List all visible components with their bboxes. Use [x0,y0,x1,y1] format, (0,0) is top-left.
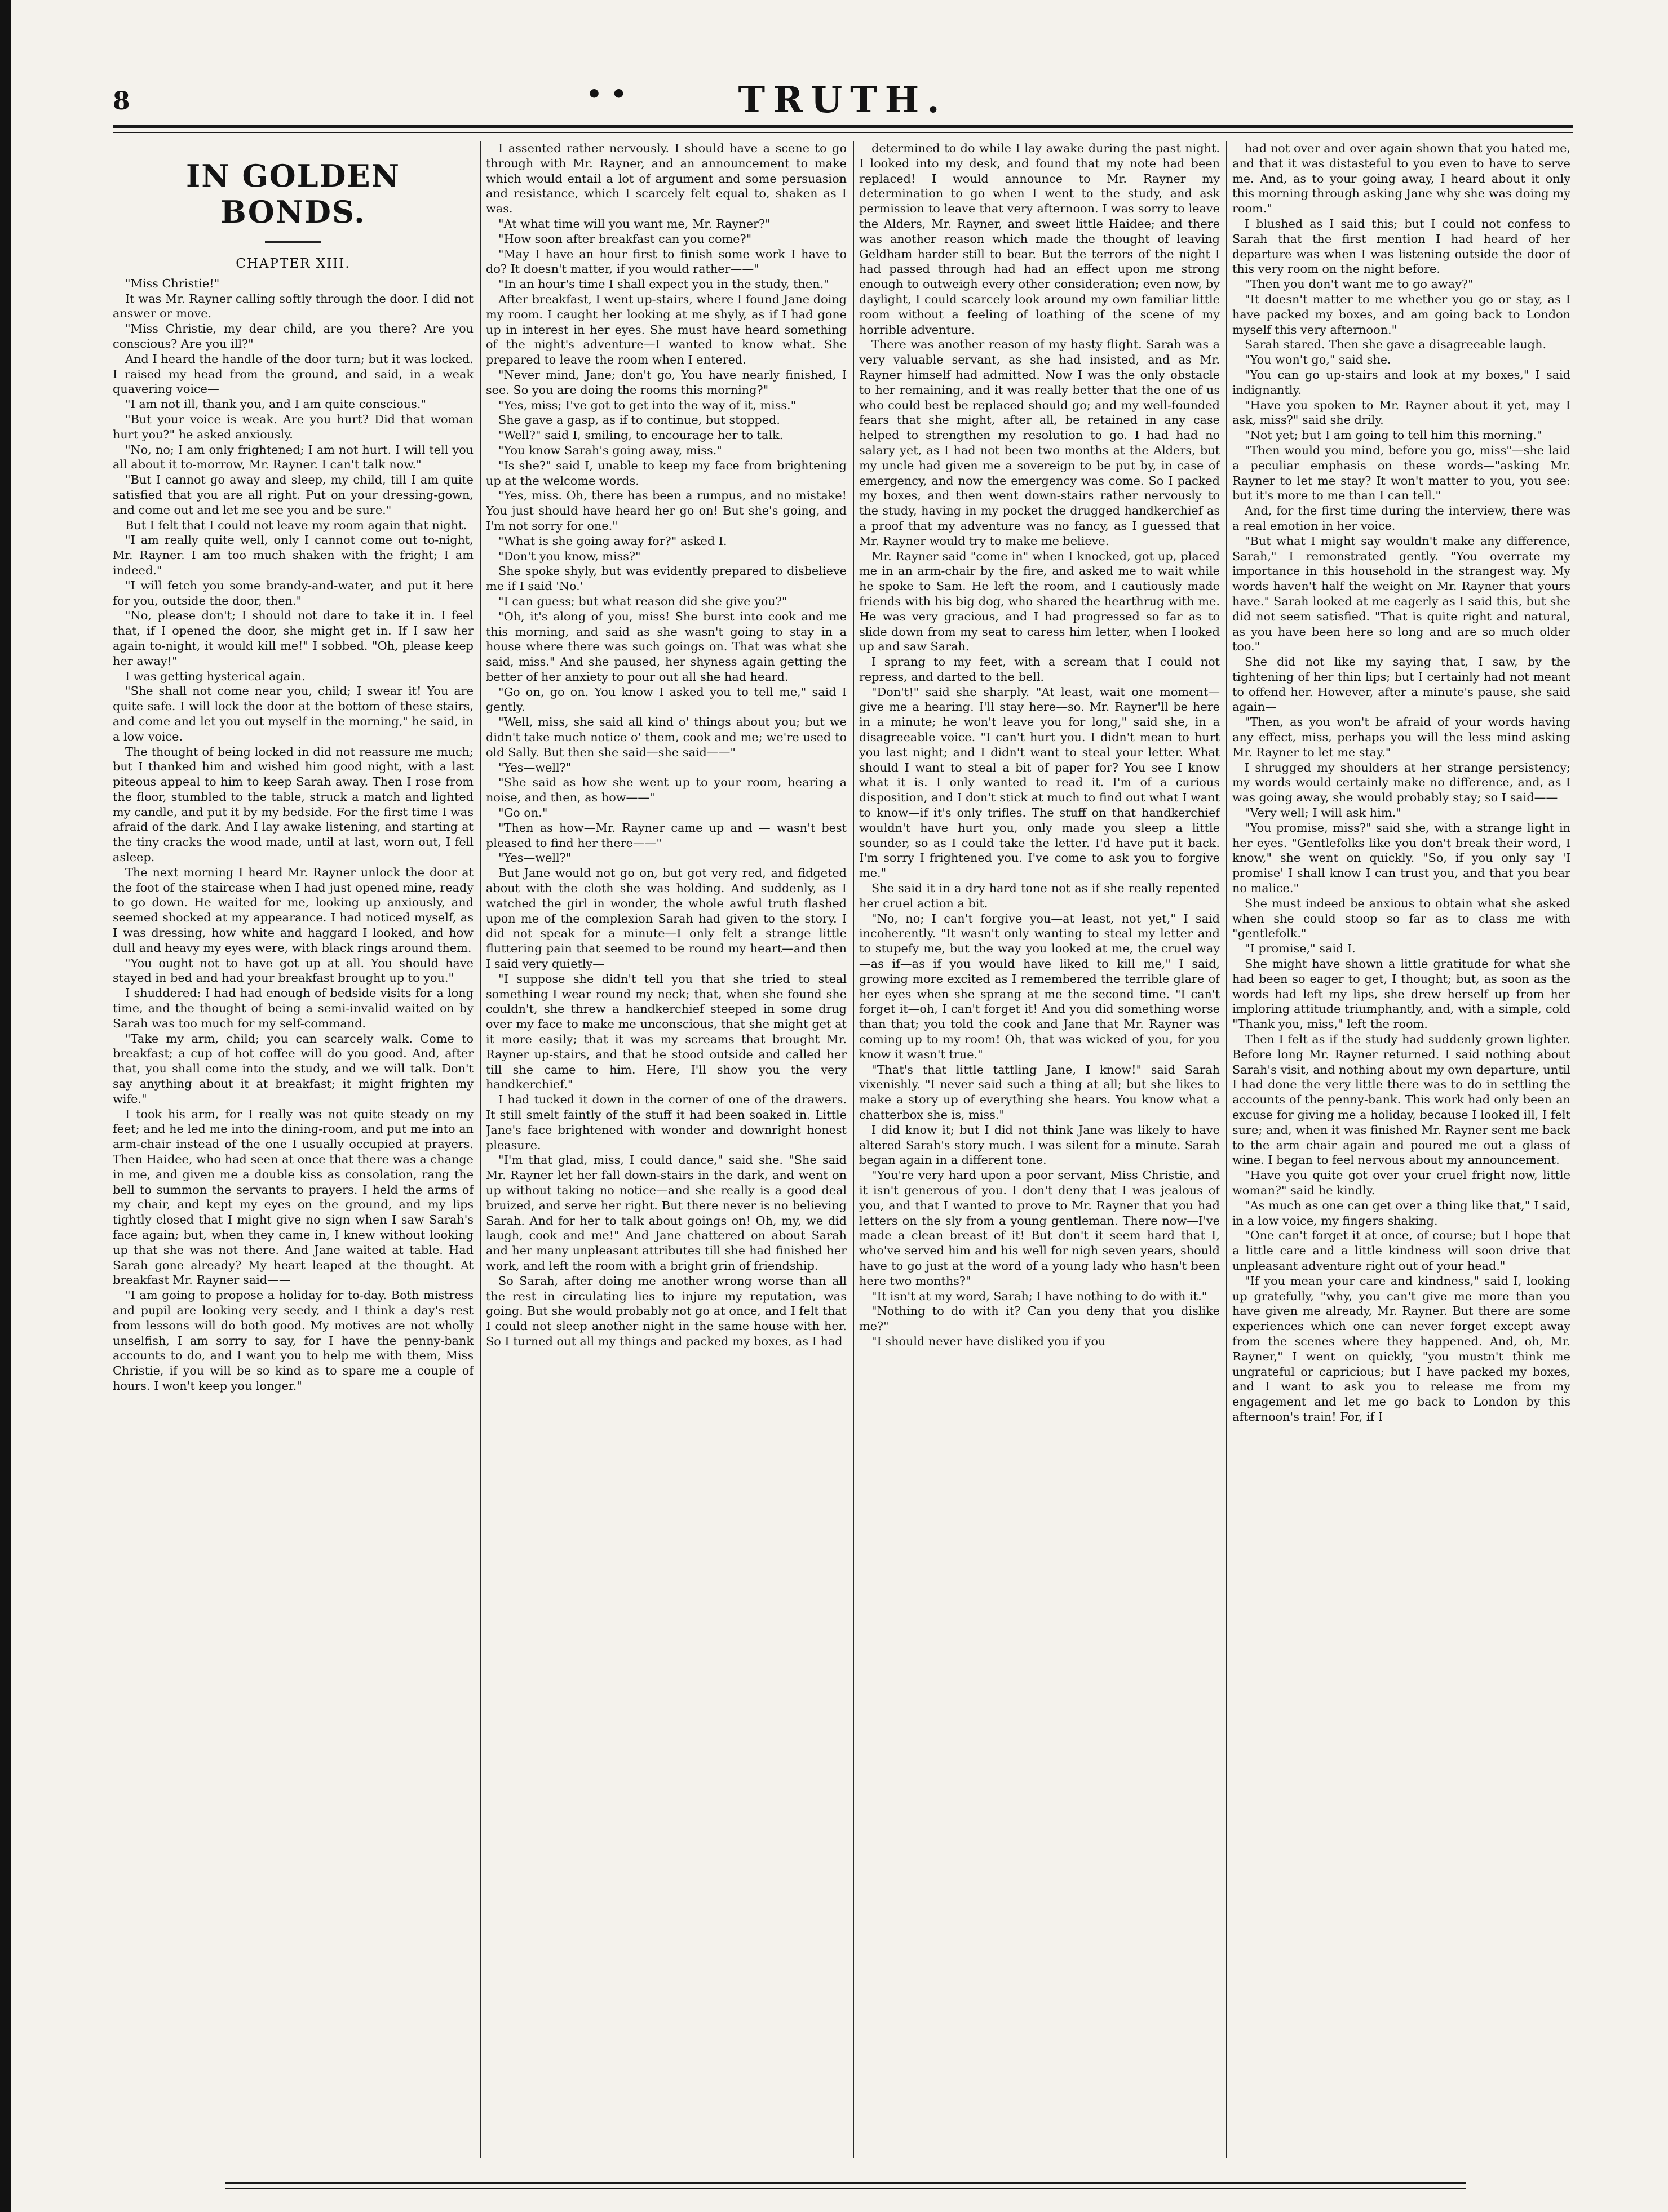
paragraph: But I felt that I could not leave my room again that night. [125,518,467,532]
paragraph: I sprang to my feet, with a scream that I could not repress, and darted to the bell. [859,655,1220,684]
paragraph: "You know Sarah's going away, miss." [498,443,722,457]
column-2 [486,141,847,2158]
paragraph: She said it in a dry hard tone not as if she really repented her cruel action a bit. [859,881,1220,910]
header-ornament: • • [586,80,627,109]
paragraph: There was another reason of my hasty flight. Sarah was a very valuable servant, as she had insisted, and as Mr. Rayner himself had admitted. Now I was the only obstacle to her remaining, and it was really better that the one of us who could best be replaced should go; and my well-founded fears that she might, after all, be retained in any case helped to strengthen my resolution to go. I had had no salary yet, as I had not been two months at the Alders, but my uncle had given me a sovereign to be put by, in case of emergency, and now the emergency was come. So I packed my boxes, and then went down-stairs rather nervously to the study, having in my pocket the drugged handkerchief as a proof that my adventure was no fancy, as I guessed that Mr. Rayner would try to make me believe. [859,338,1220,548]
column-2-body [486,141,847,1349]
paragraph: "How soon after breakfast can you come?" [498,232,752,246]
paragraph: "I'm that glad, miss, I could dance," said she. "She said Mr. Rayner let her fall down-stairs in the dark, and went on up without taking no notice—and she really is a good deal bruized, and serve her right. But there never is no believing Sarah. And for her to talk about goings on! Oh, my, we did laugh, cook and me!" And Jane chattered on about Sarah and her many unpleasant attributes till she had finished her work, and left the room with a bright grin of friendship. [486,1153,847,1273]
paragraph: "Go on, go on. You know I asked you to tell me," said I gently. [486,685,847,714]
paragraph: "Don't you know, miss?" [498,549,641,563]
column-divider [853,141,854,2158]
paragraph: "No, no; I am only frightened; I am not hurt. I will tell you all about it to-morrow, Mr. Rayner. I can't talk now." [113,442,474,472]
footer-rule-thin [225,2188,1466,2189]
paragraph: "I am not ill, thank you, and I am quite conscious." [125,397,427,411]
paragraph: Mr. Rayner said "come in" when I knocked, got up, placed me in an arm-chair by the fire, and asked me to wait while he spoke to Sam. He left the room, and I cautiously made friends with his big dog, who shared the hearthrug with me. He was very gracious, and I had progressed so far as to slide down from my seat to caress him letter, when I looked up and saw Sarah. [859,549,1220,654]
column-1 [113,141,474,2158]
paragraph: "No, no; I can't forgive you—at least, not yet," I said incoherently. "It wasn't only wanting to steal my letter and to stupefy me, but the way you looked at me, the cruel way—as if—as if you would have liked to kill me," I said, growing more excited as I remembered the terrible glare of her eyes when she sprang at me the second time. "I can't forget it—oh, I can't forget it! And you did something worse than that; you told the cook and Jane that Mr. Rayner was coming up to my room! Oh, that was wicked of you, for you know it wasn't true." [859,911,1220,1061]
paragraph: She must indeed be anxious to obtain what she asked when she could stoop so far as to class me with "gentlefolk." [1232,896,1570,941]
paragraph: "It isn't at my word, Sarah; I have nothing to do with it." [871,1289,1207,1303]
paragraph: I assented rather nervously. I should have a scene to go through with Mr. Rayner, and an announcement to make which would entail a lot of argument and some persuasion and resistance, which I scarcely felt equal to, shaken as I was. [486,141,847,216]
paragraph: "Yes—well?" [498,851,572,865]
paragraph: "Then you don't want me to go away?" [1245,277,1474,291]
paragraph: "She shall not come near you, child; I swear it! You are quite safe. I will lock the door at the bottom of these stairs, and come and let you out myself in the morning," he said, in a low voice. [113,684,474,743]
paragraph: And, for the first time during the interview, there was a real emotion in her voice. [1232,504,1570,533]
column-3 [859,141,1220,2158]
paragraph: "Then as how—Mr. Rayner came up and — wasn't best pleased to find her there——" [486,821,847,850]
paragraph: "But what I might say wouldn't make any difference, Sarah," I remonstrated gently. "You overrate my importance in this household in the strangest way. My words haven't half the weight on Mr. Rayner that yours have." Sarah looked at me eagerly as I said this, but she did not seem satisfied. "That is quite right and natural, as you have been here so long and are so much older too." [1232,534,1570,654]
paragraph: I shrugged my shoulders at her strange persistency; my words would certainly make no difference, and, as I was going away, she would probably stay; so I said—— [1232,760,1570,805]
paragraph: "I can guess; but what reason did she give you?" [498,594,787,608]
paragraph: "Have you quite got over your cruel fright now, little woman?" said he kindly. [1232,1168,1570,1197]
paragraph: Then I felt as if the study had suddenly grown lighter. Before long Mr. Rayner returned. I said nothing about Sarah's visit, and nothing about my own departure, until I had done the very little there was to do in settling the accounts of the penny-bank. This work had only been an excuse for giving me a holiday, because I looked ill, I felt sure; and, when it was finished Mr. Rayner sent me back to the arm chair again and poured me out a glass of wine. I began to feel nervous about my announcement. [1232,1032,1570,1167]
paragraph: "Take my arm, child; you can scarcely walk. Come to breakfast; a cup of hot coffee will do you good. And, after that, you shall come into the study, and we will talk. Don't say anything about it at breakfast; it might frighten my wife." [113,1031,474,1106]
paragraph: I took his arm, for I really was not quite steady on my feet; and he led me into the dining-room, and put me into an arm-chair instead of the one I usually occupied at prayers. Then Haidee, who had seen at once that there was a change in me, and given me a double kiss as consolation, rang the bell to summon the servants to prayers. I held the arms of my chair, and kept my eyes on the ground, and my lips tightly closed that I might give no sign when I saw Sarah's face again; but, when they came in, I knew without looking up that she was not there. And Jane waited at table. Had Sarah gone already? My heart leaped at the thought. At breakfast Mr. Rayner said—— [113,1107,474,1287]
paragraph: "I will fetch you some brandy-and-water, and put it here for you, outside the door, then." [113,578,474,608]
paragraph: "Not yet; but I am going to tell him this morning." [1245,428,1542,442]
paragraph: had not over and over again shown that you hated me, and that it was distasteful to you even to have to serve me. And, as to your going away, I heard about it only this morning through asking Jane why she was doing my room." [1232,141,1570,216]
column-1-body [113,276,474,1394]
paragraph: After breakfast, I went up-stairs, where I found Jane doing my room. I caught her looking at me shyly, as if I had gone up in interest in her eyes. She must have heard something of the night's adventure—I wanted to know what. She prepared to leave the room when I entered. [486,292,847,367]
paragraph: determined to do while I lay awake during the past night. I looked into my desk, and found that my note had been replaced! I would announce to Mr. Rayner my determination to go when I went to the study, and ask permission to leave that very afternoon. I was sorry to leave the Alders, Mr. Rayner, and sweet little Haidee; and there was another reason which made the thought of leaving Geldham harder still to bear. But the terrors of the night I had passed through had had an effect upon me strong enough to outweigh every other consideration; even now, by daylight, I could scarcely look around my own familiar little room without a feeling of loathing of the scene of my horrible adventure. [859,141,1220,336]
paragraph: The next morning I heard Mr. Rayner unlock the door at the foot of the staircase when I had just opened mine, ready to go down. He waited for me, looking up anxiously, and seemed shocked at my appearance. I had noticed myself, as I was dressing, how white and haggard I looked, and how dull and heavy my eyes were, with black rings around them. [113,865,474,955]
paragraph: "Yes, miss; I've got to get into the way of it, miss." [498,398,797,412]
paragraph: I blushed as I said this; but I could not confess to Sarah that the first mention I had heard of her departure was when I was listening outside the door of this very room on the night before. [1232,216,1570,276]
paragraph: "At what time will you want me, Mr. Rayner?" [498,216,771,230]
paragraph: "You can go up-stairs and look at my boxes," I said indignantly. [1232,367,1570,397]
paragraph: "Yes—well?" [498,760,572,774]
paragraph: "Well, miss, she said all kind o' things about you; but we didn't take much notice o' them, cook and me; we're used to old Sally. But then she said—she said——" [486,715,847,759]
paragraph: "I should never have disliked you if you [871,1334,1106,1348]
paragraph: "I suppose she didn't tell you that she tried to steal something I wear round my neck; that, when she found she couldn't, she threw a handkerchief steeped in some drug over my face to make me unconscious, that she might get at it more easily; that it was my screams that brought Mr. Rayner up-stairs, and that he stood outside and called her till she came to him. Here, I'll show you the very handkerchief." [486,972,847,1092]
paragraph: "But I cannot go away and sleep, my child, till I am quite satisfied that you are all right. Put on your dressing-gown, and come out and let me see you and be sure." [113,473,474,517]
paragraph: "Nothing to do with it? Can you deny that you dislike me?" [859,1304,1220,1333]
paragraph: She might have shown a little gratitude for what she had been so eager to get, I thought; but, as soon as the words had left my lips, she drew herself up from her imploring attitude triumphantly, and, with a simple, cold "Thank you, miss," left the room. [1232,957,1570,1031]
paragraph: "Is she?" said I, unable to keep my face from brightening up at the welcome words. [486,458,847,487]
paragraph: "She said as how she went up to your room, hearing a noise, and then, as how——" [486,775,847,805]
header-rule-thin [113,132,1573,133]
paragraph: "In an hour's time I shall expect you in the study, then." [498,277,829,291]
column-4-body [1232,141,1570,1425]
newspaper-title: TRUTH. [738,79,948,121]
paragraph: I did know it; but I did not think Jane was likely to have altered Sarah's story much. I was silent for a minute. Sarah began again in a different tone. [859,1123,1220,1167]
paragraph: "It doesn't matter to me whether you go or stay, as I have packed my boxes, and am going back to London myself this very afternoon." [1232,292,1570,336]
paragraph: "Then would you mind, before you go, miss"—she laid a peculiar emphasis on these words—"asking Mr. Rayner to let me stay? It won't matter to you, you see: but it's more to me than I can tell." [1232,443,1570,503]
column-divider [480,141,481,2158]
paragraph: "I am really quite well, only I cannot come out to-night, Mr. Rayner. I am too much shaken with the fright; I am indeed." [113,533,474,577]
page-number: 8 [113,87,130,116]
paragraph: "You're very hard upon a poor servant, Miss Christie, and it isn't generous of you. I don't deny that I was jealous of you, and that I wanted to prove to Mr. Rayner that you had letters on the sly from a young gentleman. There now—I've made a clean breast of it! But don't it seem hard that I, who've served him and his well for nigh seven years, should have to go just at the word of a young lady who hasn't been here two months?" [859,1168,1220,1288]
paragraph: "No, please don't; I should not dare to take it in. I feel that, if I opened the door, she might get in. If I saw her again to-night, it would kill me!" I sobbed. "Oh, please keep her away!" [113,609,474,668]
paragraph: I shuddered: I had had enough of bedside visits for a long time, and the thought of being a semi-invalid waited on by Sarah was too much for my self-command. [113,986,474,1030]
paragraph: "If you mean your care and kindness," said I, looking up gratefully, "why, you can't give me more than you have given me already, Mr. Rayner. But there are some experiences which one can never forget except away from the scenes where they happened. And, oh, Mr. Rayner," I went on quickly, "you mustn't think me ungrateful or capricious; but I have packed my boxes, and I want to ask you to release me from my engagement and let me go back to London by this afternoon's train! For, if I [1232,1274,1570,1424]
paragraph: So Sarah, after doing me another wrong worse than all the rest in circulating lies to injure my reputation, was going. But she would probably not go at once, and I felt that I could not sleep another night in the same house with her. So I turned out all my things and packed my boxes, as I had [486,1274,847,1348]
paragraph: She spoke shyly, but was evidently prepared to disbelieve me if I said 'No.' [486,564,847,593]
story-title: IN GOLDEN BONDS. [186,158,400,230]
column-divider [1226,141,1227,2158]
paragraph: "One can't forget it at once, of course; but I hope that a little care and a little kindness will soon drive that unpleasant adventure right out of your head." [1232,1229,1570,1273]
paragraph: "Very well; I will ask him." [1245,806,1401,820]
paragraph: The thought of being locked in did not reassure me much; but I thanked him and wished him good night, with a last piteous appeal to him to keep Sarah away. Then I rose from the floor, stumbled to the table, struck a match and lighted my candle, and put it by my bedside. For the first time I was afraid of the dark. And I lay awake listening, and starting at the tiny cracks the wood made, until at last, worn out, I fell asleep. [113,744,474,865]
binding-edge [0,0,11,2212]
paragraph: "I promise," said I. [1245,942,1356,956]
paragraph: "Oh, it's along of you, miss! She burst into cook and me this morning, and said as she wasn't going to stay in a house where there was such goings on. That was what she said, miss." And she paused, her shyness again getting the better of her anxiety to pour out all she had heard. [486,609,847,684]
chapter-heading: CHAPTER XIII. [236,256,351,271]
paragraph: She did not like my saying that, I saw, by the tightening of her thin lips; but I certainly had not meant to offend her. However, after a minute's pause, she said again— [1232,655,1570,714]
paragraph: "I am going to propose a holiday for to-day. Both mistress and pupil are looking very seedy, and I think a day's rest from lessons will do both good. My motives are not wholly unselfish, I am sorry to say, for I have the penny-bank accounts to do, and I want you to help me with them, Miss Christie, if you will be so kind as to spare me a couple of hours. I won't keep you longer." [113,1288,474,1393]
column-3-body [859,141,1220,1349]
paragraph: Sarah stared. Then she gave a disagreeable laugh. [1245,338,1547,352]
title-divider [265,241,321,243]
paragraph: "Don't!" said she sharply. "At least, wait one moment—give me a hearing. I'll stay here—so. Mr. Rayner'll be here in a minute; he won't leave you for long," said she, in a disagreeable voice. "I can't hurt you. I didn't mean to hurt you last night; and I didn't want to steal your letter. What should I want to steal a bit of paper for? You see I know what it is. I only wanted to read it. I'm of a curious disposition, and I don't stick at much to find out what I want to know—if it's only trifles. The stuff on that handkerchief wouldn't have hurt you, only made you sleep a little sounder, so as I could take the letter. I'd have put it back. I'm sorry I frightened you. I've come to ask you to forgive me." [859,685,1220,880]
paragraph: I had tucked it down in the corner of one of the drawers. It still smelt faintly of the stuff it had been soaked in. Little Jane's face brightened with wonder and downright honest pleasure. [486,1093,847,1152]
paragraph: "As much as one can get over a thing like that," I said, in a low voice, my fingers shaking. [1232,1198,1570,1227]
paragraph: "Miss Christie!" [125,276,220,290]
paragraph: And I heard the handle of the door turn; but it was locked. I raised my head from the ground, and said, in a weak quavering voice— [113,352,474,396]
paragraph: It was Mr. Rayner calling softly through the door. I did not answer or move. [113,291,474,321]
paragraph: "Yes, miss. Oh, there has been a rumpus, and no mistake! You just should have heard her go on! But she's going, and I'm not sorry for one." [486,489,847,533]
paragraph: "Have you spoken to Mr. Rayner about it yet, may I ask, miss?" said she drily. [1232,398,1570,427]
paragraph: "Well?" said I, smiling, to encourage her to talk. [498,428,784,442]
paragraph: "But your voice is weak. Are you hurt? Did that woman hurt you?" he asked anxiously. [113,412,474,441]
paragraph: "Then, as you won't be afraid of your words having any effect, miss, perhaps you will the less mind asking Mr. Rayner to let me stay." [1232,715,1570,759]
paragraph: "What is she going away for?" asked I. [498,534,727,548]
column-4 [1232,141,1570,2158]
paragraph: "Miss Christie, my dear child, are you there? Are you conscious? Are you ill?" [113,322,474,351]
paragraph: "You promise, miss?" said she, with a strange light in her eyes. "Gentlefolks like you don't break their word, I know," she went on quickly. "So, if you only say 'I promise' I shall know I can trust you, and that you bear no malice." [1232,821,1570,896]
paragraph: "Go on." [498,806,548,820]
footer-rule-thick [225,2182,1466,2184]
header-rule-thick [113,125,1573,128]
paragraph: "That's that little tattling Jane, I know!" said Sarah vixenishly. "I never said such a thing at all; but she likes to make a story up of everything she hears. You know what a chatterbox she is, miss." [859,1062,1220,1121]
paragraph: "Never mind, Jane; don't go, You have nearly finished, I see. So you are doing the rooms this morning?" [486,367,847,397]
paragraph: "You won't go," said she. [1245,353,1391,367]
paragraph: But Jane would not go on, but got very red, and fidgeted about with the cloth she was holding. And suddenly, as I watched the girl in wonder, the whole awful truth flashed upon me of the complexion Sarah had given to the story. I did not speak for a minute—I only felt a strange little fluttering pain that seemed to be round my heart—and then I said very quietly— [486,866,847,971]
paragraph: I was getting hysterical again. [125,669,306,683]
paragraph: "You ought not to have got up at all. You should have stayed in bed and had your breakfast brought up to you." [113,956,474,985]
paragraph: "May I have an hour first to finish some work I have to do? It doesn't matter, if you would rather——" [486,247,847,276]
paragraph: She gave a gasp, as if to continue, but stopped. [498,413,780,427]
